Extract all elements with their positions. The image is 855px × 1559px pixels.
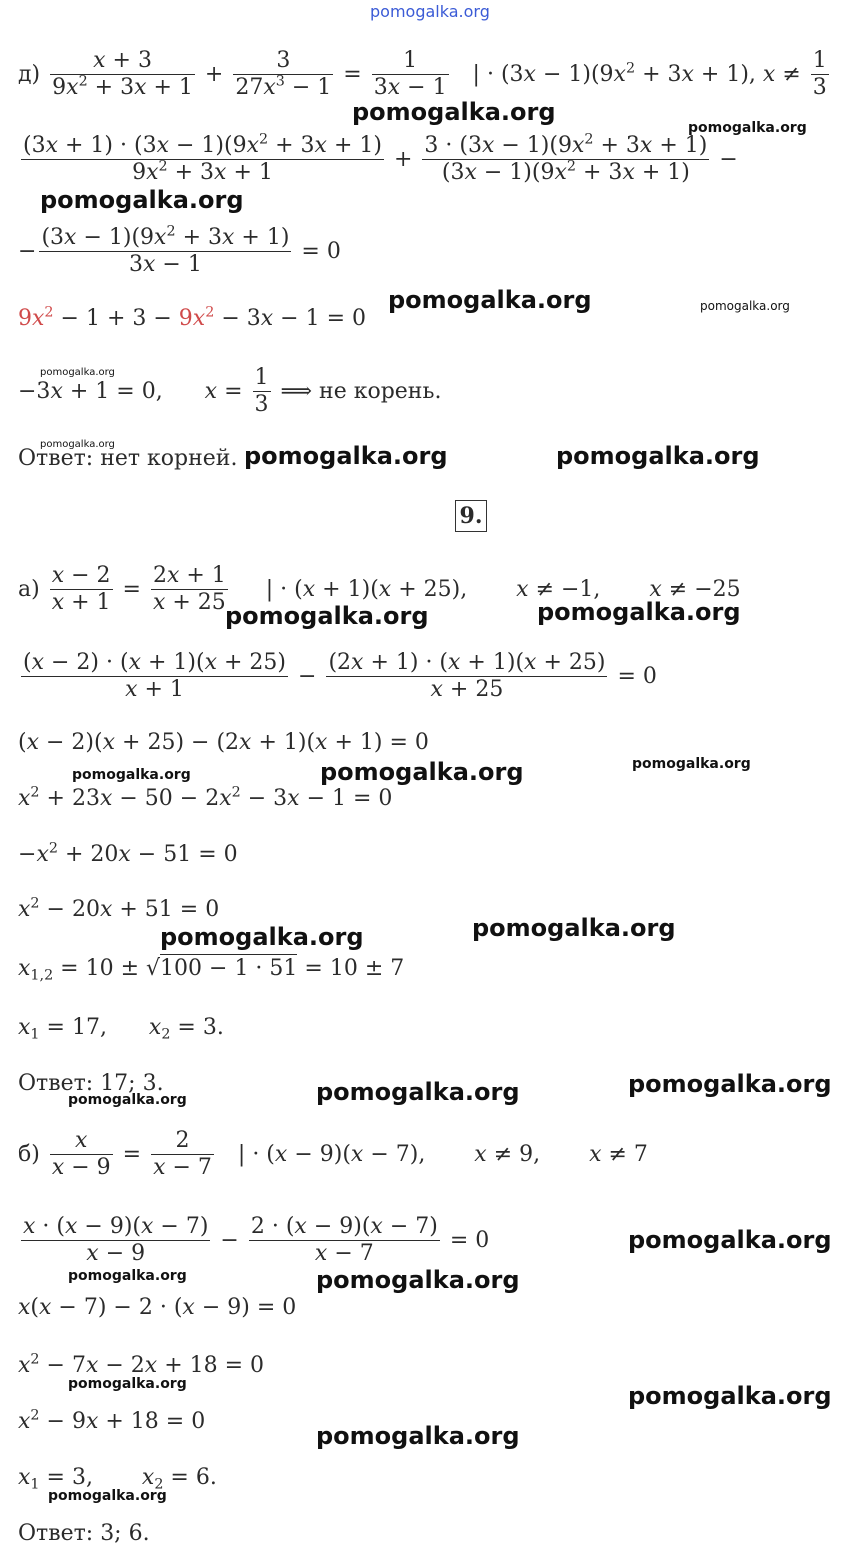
watermark: pomogalka.org: [244, 442, 448, 470]
watermark: pomogalka.org: [320, 758, 524, 786]
equation-a-step-2: (x − 2)(x + 25) − (2x + 1)(x + 1) = 0: [18, 730, 429, 755]
equation-a-step-1: $\frac{(x - 2) \cdot (x + 1)(x + 25)}{x + 1}$ − $\frac{(2x + 1) \cdot (x + 1)(x + 25)}{x + 25}$ = 0: [23, 650, 657, 703]
watermark: pomogalka.org: [472, 914, 676, 942]
part-d-label: д): [18, 61, 41, 87]
watermark: pomogalka.org: [537, 598, 741, 626]
equation-a-statement: а) $\frac{x - 2}{x + 1}$ = $\frac{2x + 1}{x + 25}$ | · (x + 1)(x + 25), x ≠ −1, x ≠ −25: [18, 563, 741, 616]
equation-b-step-4: $x^2 - 9x + 18 = 0$: [18, 1407, 206, 1434]
watermark: pomogalka.org: [40, 186, 244, 214]
equation-d-statement: д) $\frac{x + 3}{9x^2 + 3x + 1}$ + $\frac{3}{27x^3 - 1}$ = $\frac{1}{3x - 1}$ | · $(3x - 1)(9x^2 + 3x + 1)$, x ≠ $\frac{1}{3}$: [18, 48, 827, 101]
watermark: pomogalka.org: [352, 98, 556, 126]
watermark: pomogalka.org: [628, 1226, 832, 1254]
equation-a-step-4: $-x^2 + 20x - 51 = 0$: [18, 840, 238, 867]
watermark: pomogalka.org: [68, 1376, 187, 1392]
watermark: pomogalka.org: [632, 756, 751, 772]
equation-b-step-3: $x^2 - 7x - 2x + 18 = 0$: [18, 1351, 265, 1378]
watermark: pomogalka.org: [556, 442, 760, 470]
watermark: pomogalka.org: [316, 1422, 520, 1450]
not-root-note: не корень.: [319, 378, 442, 404]
watermark: pomogalka.org: [225, 602, 429, 630]
part-a-label: а): [18, 576, 40, 602]
equation-b-step-1: $\frac{x \cdot (x - 9)(x - 7)}{x - 9}$ − $\frac{2 \cdot (x - 9)(x - 7)}{x - 7}$ = 0: [23, 1214, 490, 1267]
site-watermark-top[interactable]: pomogalka.org: [370, 2, 490, 21]
equation-a-roots: $x_1 = 17$, $x_2 = 3$.: [18, 1015, 224, 1043]
watermark: pomogalka.org: [700, 299, 790, 313]
watermark: pomogalka.org: [388, 286, 592, 314]
equation-a-step-5: $x^2 - 20x + 51 = 0$: [18, 895, 220, 922]
watermark: pomogalka.org: [160, 923, 364, 951]
watermark: pomogalka.org: [68, 1268, 187, 1284]
equation-d-step-3: $9x^2 - 1 + 3 - 9x^2 - 3x - 1 = 0$: [18, 304, 367, 331]
section-number: 9.: [455, 500, 487, 532]
watermark: pomogalka.org: [48, 1488, 167, 1504]
equation-a-step-6: $x_{1,2} = 10 \pm √100 - 1 \cdot 51 = 10 \pm 7$: [18, 956, 405, 984]
equation-b-statement: б) $\frac{x}{x - 9}$ = $\frac{2}{x - 7}$ | · (x − 9)(x − 7), x ≠ 9, x ≠ 7: [18, 1128, 648, 1181]
watermark: pomogalka.org: [628, 1070, 832, 1098]
watermark: pomogalka.org: [628, 1382, 832, 1410]
watermark: pomogalka.org: [316, 1078, 520, 1106]
equation-d-step-4: −3x + 1 = 0, x = $\frac{1}{3}$ ⟹ не корень.: [18, 365, 442, 418]
part-b-label: б): [18, 1141, 40, 1167]
equation-b-roots: $x_1 = 3$, $x_2 = 6$.: [18, 1465, 217, 1493]
watermark: pomogalka.org: [688, 120, 807, 136]
answer-a: Ответ: 17; 3.: [18, 1071, 164, 1096]
watermark: pomogalka.org: [316, 1266, 520, 1294]
watermark: pomogalka.org: [40, 439, 115, 450]
equation-a-step-3: $x^2 + 23x - 50 - 2x^2 - 3x - 1 = 0$: [18, 784, 393, 811]
watermark: pomogalka.org: [68, 1092, 187, 1108]
equation-d-step-1: $\frac{(3x + 1) \cdot (3x - 1)(9x^2 + 3x + 1)}{9x^2 + 3x + 1}$ + $\frac{3 \cdot (3x - 1)(9x^2 + 3x + 1)}{(3x - 1)(9x^2 + 3x + 1)}$ −: [23, 131, 738, 186]
equation-b-step-2: x(x − 7) − 2 · (x − 9) = 0: [18, 1295, 297, 1320]
answer-d: Ответ: нет корней.: [18, 446, 238, 471]
watermark: pomogalka.org: [40, 367, 115, 378]
equation-d-step-2: − $\frac{(3x - 1)(9x^2 + 3x + 1)}{3x - 1}$ = 0: [18, 223, 341, 278]
answer-b: Ответ: 3; 6.: [18, 1521, 150, 1546]
watermark: pomogalka.org: [72, 767, 191, 783]
